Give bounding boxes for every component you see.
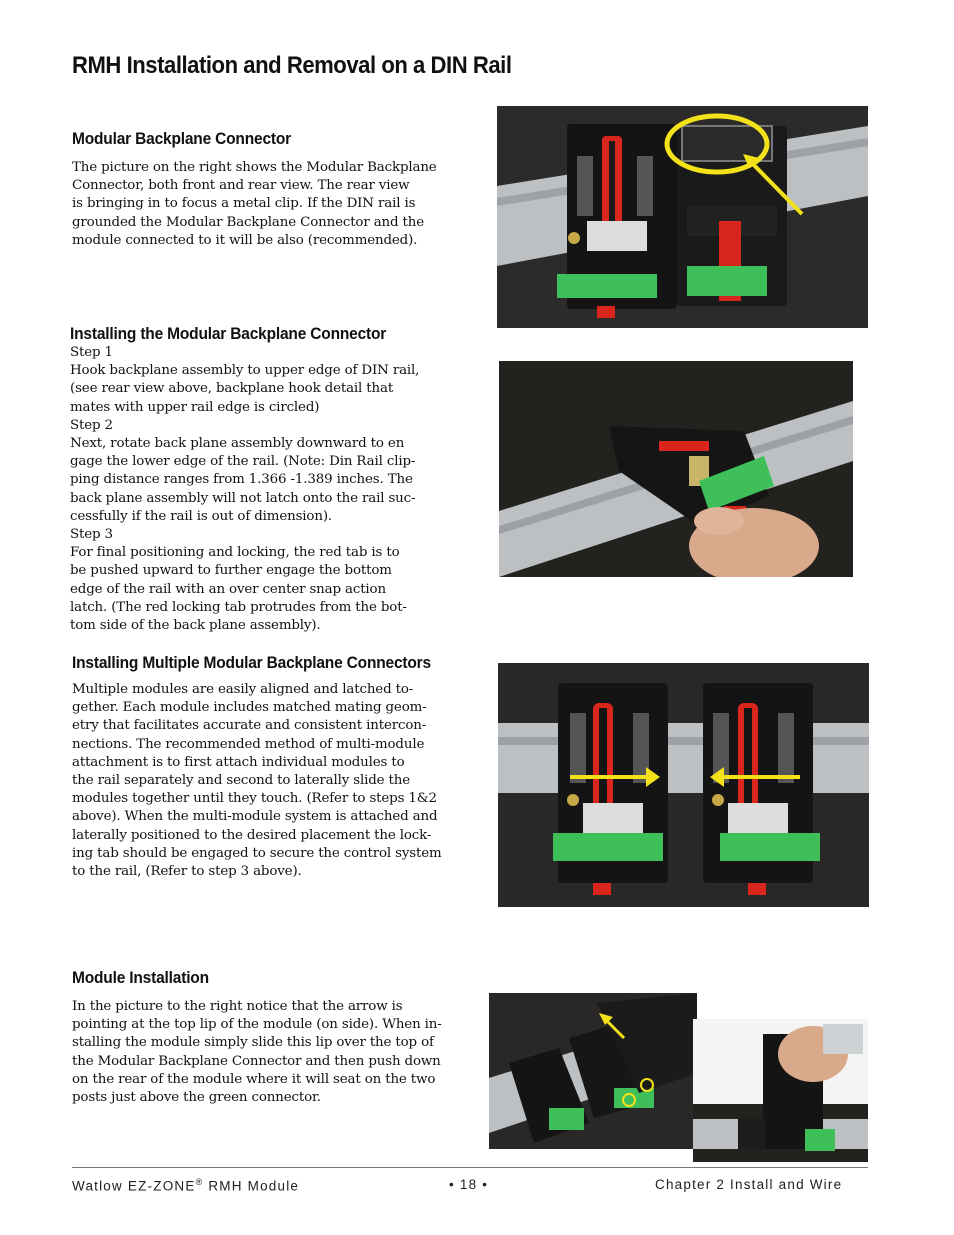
text-line: stalling the module simply slide this lip over the top of bbox=[72, 1035, 434, 1051]
module-paragraph bbox=[72, 998, 482, 1107]
text-line: above). When the multi-module system is attached and bbox=[72, 809, 438, 825]
text-line: posts just above the green connector. bbox=[72, 1090, 321, 1106]
text-line: (see rear view above, backplane hook detail that bbox=[70, 381, 394, 397]
text-line: In the picture to the right notice that the arrow is bbox=[72, 999, 403, 1014]
text-line: Multiple modules are easily aligned and latched to- bbox=[72, 682, 414, 697]
text-line: the Modular Backplane Connector and then push down bbox=[72, 1053, 441, 1069]
footer-product-suffix: RMH Module bbox=[203, 1178, 300, 1194]
multiple-paragraph bbox=[72, 681, 482, 881]
section-heading-multiple: Installing Multiple Modular Backplane Connectors bbox=[72, 654, 431, 672]
step-label: Step 3 bbox=[70, 527, 113, 543]
text-line: Next, rotate back plane assembly downward to en bbox=[70, 436, 405, 452]
text-line: on the rear of the module where it will seat on the two bbox=[72, 1071, 436, 1087]
page-title: RMH Installation and Removal on a DIN Rail bbox=[72, 52, 512, 79]
section-heading-installing: Installing the Modular Backplane Connector bbox=[70, 325, 387, 343]
backplane-paragraph bbox=[72, 159, 482, 250]
text-line: ing tab should be engaged to secure the control system bbox=[72, 845, 442, 861]
multiple-modules-photo bbox=[498, 663, 869, 907]
text-line: pointing at the top lip of the module (on side). When in- bbox=[72, 1017, 442, 1033]
text-line: etry that facilitates accurate and consistent intercon- bbox=[72, 718, 427, 734]
text-line: grounded the Modular Backplane Connector and the bbox=[72, 214, 425, 230]
footer-product-name: Watlow EZ-ZONE bbox=[72, 1178, 196, 1194]
text-line: the rail separately and second to laterally slide the bbox=[72, 773, 410, 789]
text-line: latch. (The red locking tab protrudes from the bot- bbox=[70, 599, 407, 615]
text-line: cessfully if the rail is out of dimension). bbox=[70, 508, 333, 524]
text-line: mates with upper rail edge is circled) bbox=[70, 399, 320, 415]
footer-product bbox=[72, 1177, 299, 1194]
text-line: modules together until they touch. (Refer to steps 1&2 bbox=[72, 791, 437, 807]
module-lip-photo bbox=[489, 993, 697, 1149]
text-line: Hook backplane assembly to upper edge of DIN rail, bbox=[70, 363, 420, 379]
backplane-install-photo bbox=[499, 361, 853, 577]
section-heading-backplane: Modular Backplane Connector bbox=[72, 130, 292, 148]
text-line: edge of the rail with an over center snap action bbox=[70, 581, 386, 597]
registered-mark: ® bbox=[195, 1177, 204, 1187]
footer-page-number: • 18 • bbox=[449, 1177, 489, 1192]
text-line: to the rail, (Refer to step 3 above). bbox=[72, 864, 302, 880]
footer-divider bbox=[72, 1167, 868, 1168]
text-line: ping distance ranges from 1.366 -1.389 inches. The bbox=[70, 472, 413, 488]
text-line: module connected to it will be also (recommended). bbox=[72, 232, 418, 248]
text-line: The picture on the right shows the Modular Backplane bbox=[72, 160, 437, 175]
backplane-front-rear-photo bbox=[497, 106, 868, 328]
text-line: gage the lower edge of the rail. (Note: Din Rail clip- bbox=[70, 454, 416, 470]
text-line: Connector, both front and rear view. The rear view bbox=[72, 178, 410, 194]
text-line: tom side of the back plane assembly). bbox=[70, 618, 321, 634]
text-line: gether. Each module includes matched mating geom- bbox=[72, 700, 427, 716]
step-label: Step 1 bbox=[70, 345, 113, 360]
text-line: attachment is to first attach individual modules to bbox=[72, 754, 405, 770]
step-label: Step 2 bbox=[70, 417, 113, 433]
section-heading-module: Module Installation bbox=[72, 969, 209, 987]
module-push-photo bbox=[693, 1019, 868, 1162]
text-line: is bringing in to focus a metal clip. If the DIN rail is bbox=[72, 196, 416, 212]
text-line: back plane assembly will not latch onto the rail suc- bbox=[70, 490, 416, 506]
footer-chapter: Chapter 2 Install and Wire bbox=[655, 1177, 843, 1192]
text-line: For final positioning and locking, the red tab is to bbox=[70, 545, 400, 561]
text-line: be pushed upward to further engage the bottom bbox=[70, 563, 392, 579]
installing-steps bbox=[70, 344, 482, 635]
text-line: laterally positioned to the desired placement the lock- bbox=[72, 827, 432, 843]
text-line: nections. The recommended method of multi-module bbox=[72, 736, 425, 752]
